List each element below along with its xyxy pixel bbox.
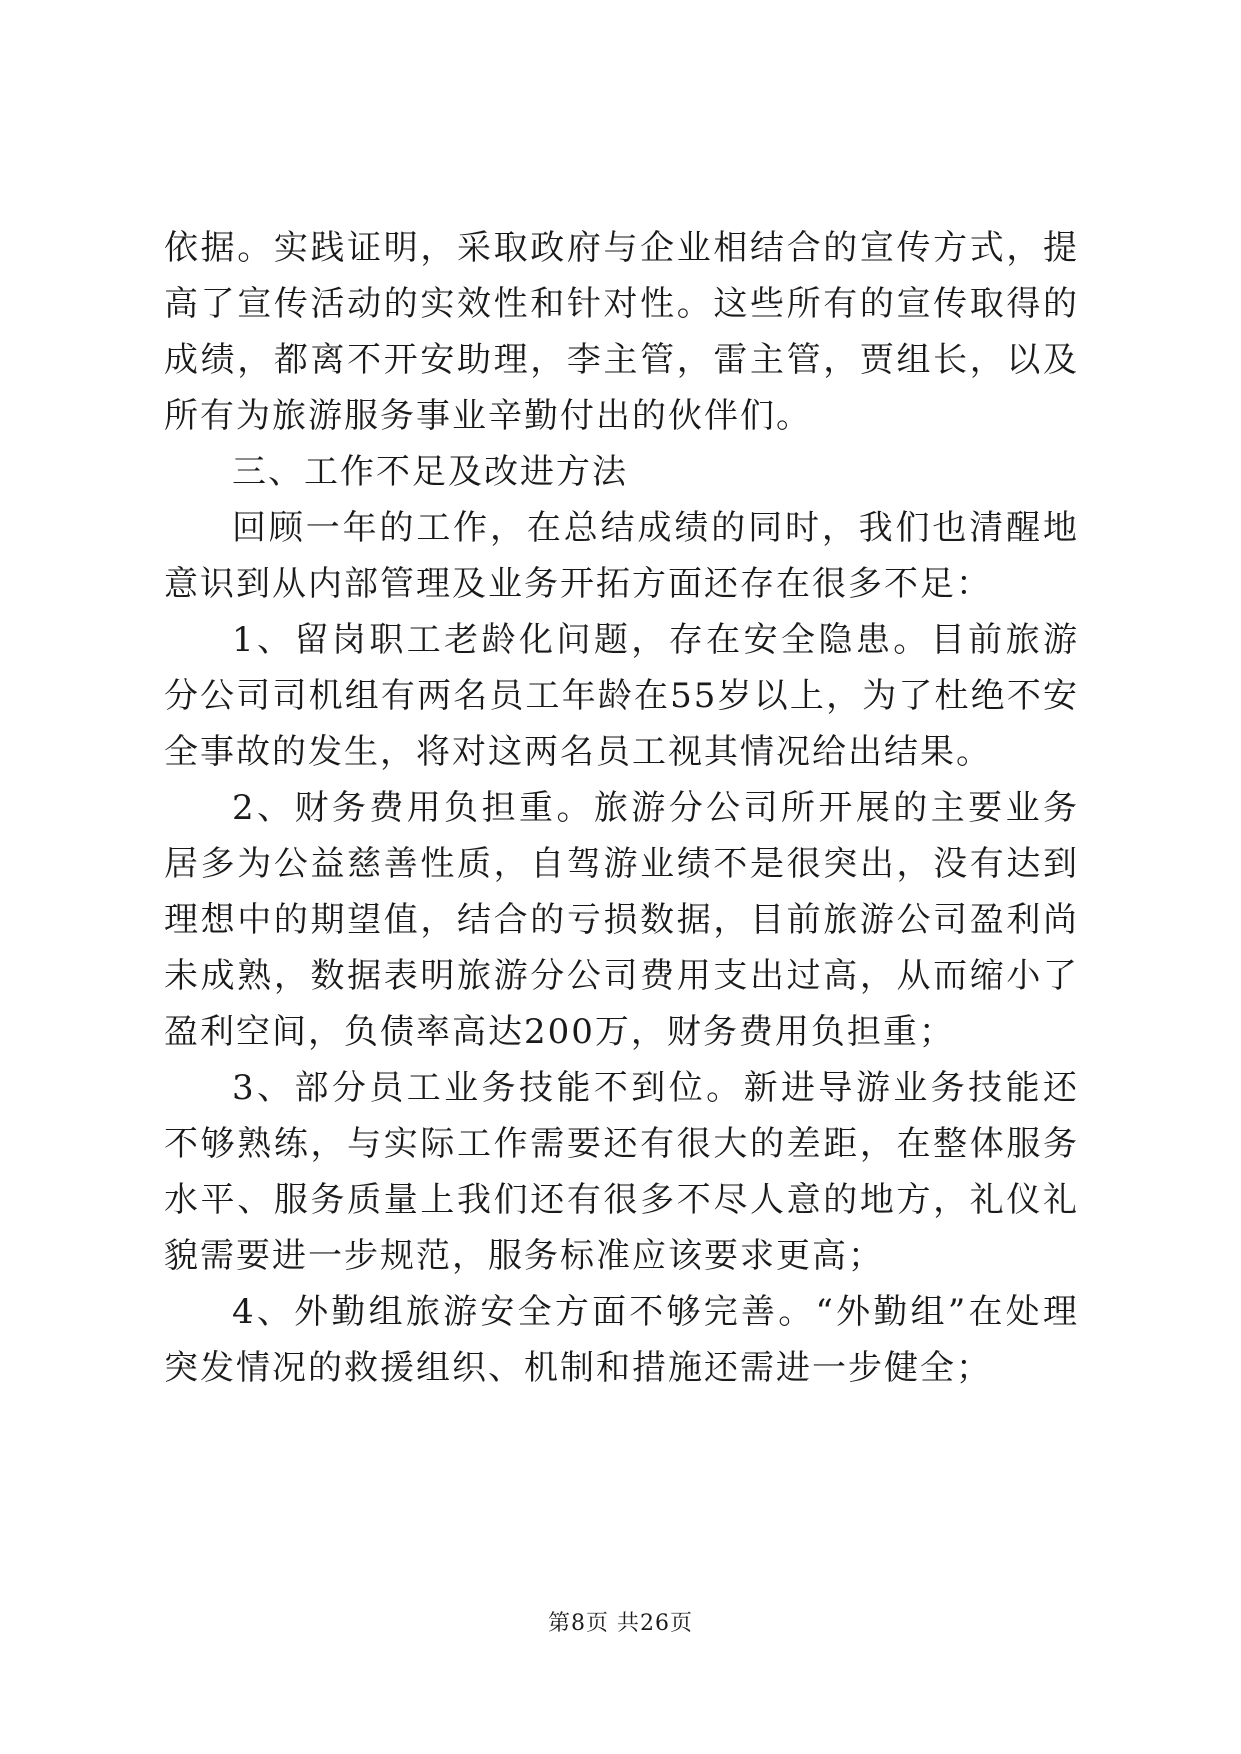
paragraph-item-2: 2、财务费用负担重。旅游分公司所开展的主要业务居多为公益慈善性质，自驾游业绩不是很突出，没有达到理想中的期望值，结合的亏损数据，目前旅游公司盈利尚未成熟，数据表明旅游分公司费用支出过高，从而缩小了盈利空间，负债率高达200万，财务费用负担重； xyxy=(164,788,1079,1052)
paragraph-item-4: 4、外勤组旅游安全方面不够完善。“外勤组”在处理突发情况的救援组织、机制和措施还需进一步健全； xyxy=(164,1292,1079,1388)
page-footer: 第8页 共26页 xyxy=(548,1611,693,1636)
section-heading: 三、工作不足及改进方法 xyxy=(232,452,628,492)
paragraph-item-3: 3、部分员工业务技能不到位。新进导游业务技能还不够熟练，与实际工作需要还有很大的差距，在整体服务水平、服务质量上我们还有很多不尽人意的地方，礼仪礼貌需要进一步规范，服务标准应该要求更高； xyxy=(164,1068,1079,1276)
paragraph-item-1: 1、留岗职工老龄化问题，存在安全隐患。目前旅游分公司司机组有两名员工年龄在55岁以上，为了杜绝不安全事故的发生，将对这两名员工视其情况给出结果。 xyxy=(164,620,1079,772)
paragraph-continuation: 依据。实践证明，采取政府与企业相结合的宣传方式，提高了宣传活动的实效性和针对性。这些所有的宣传取得的成绩，都离不开安助理，李主管，雷主管，贾组长，以及所有为旅游服务事业辛勤付出的伙伴们。 xyxy=(164,228,1079,436)
paragraph-intro: 回顾一年的工作，在总结成绩的同时，我们也清醒地意识到从内部管理及业务开拓方面还存在很多不足： xyxy=(164,508,1079,604)
body-text xyxy=(164,220,1079,1396)
